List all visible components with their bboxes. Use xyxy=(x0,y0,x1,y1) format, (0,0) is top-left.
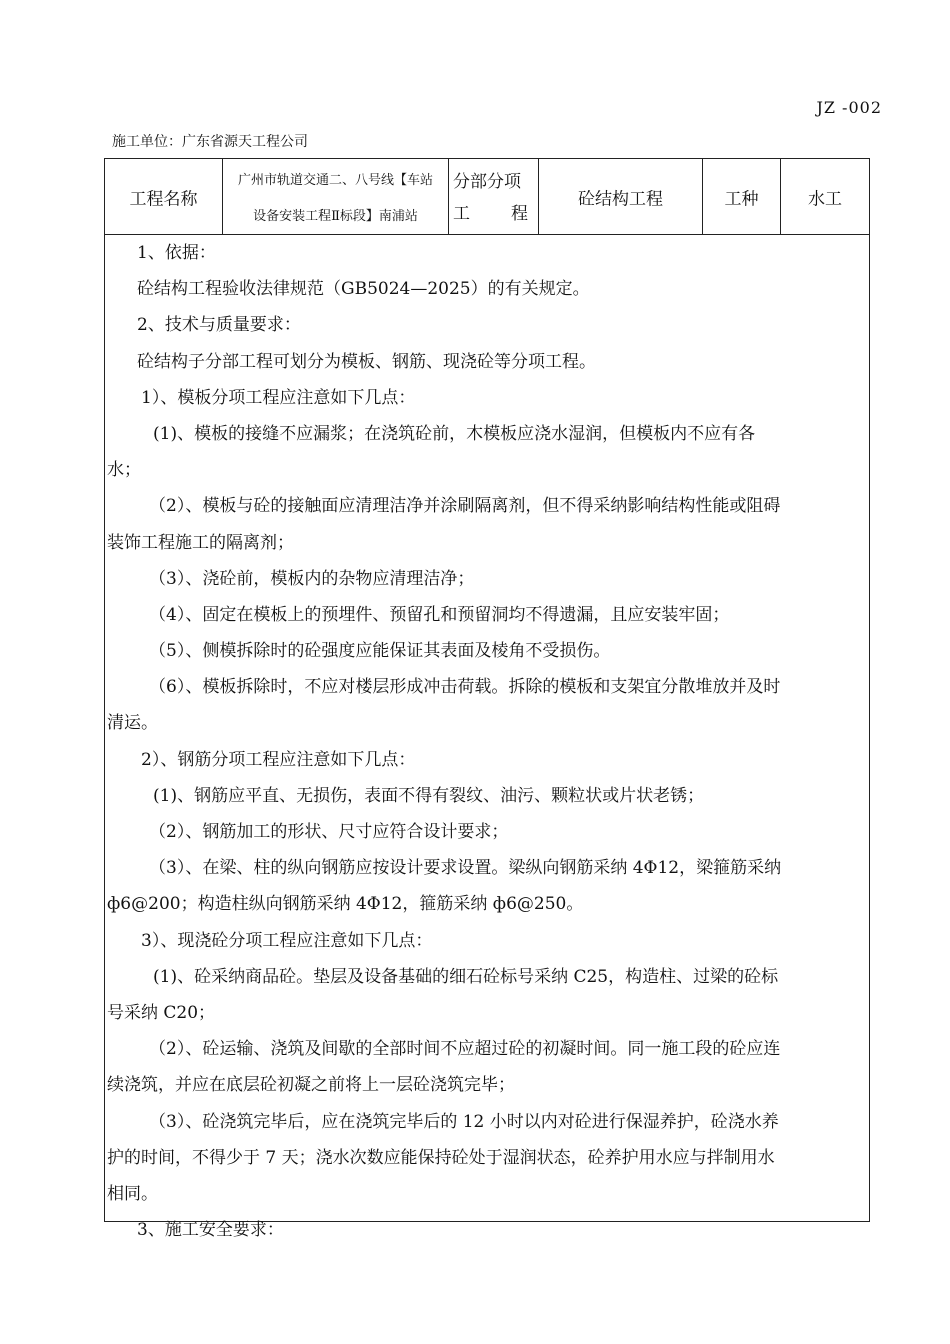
content-line: 水； xyxy=(107,460,141,481)
content-line: 清运。 xyxy=(107,713,158,734)
content-line: （4）、固定在模板上的预埋件、预留孔和预留洞均不得遗漏，且应安装牢固； xyxy=(149,604,730,625)
content-line: （2）、砼运输、浇筑及间歇的全部时间不应超过砼的初凝时间。同一施工段的砼应连 xyxy=(149,1039,781,1060)
content-line: （2）、模板与砼的接触面应清理洁净并涂刷隔离剂，但不得采纳影响结构性能或阻碍 xyxy=(149,496,781,517)
project-name-line-1: 广州市轨道交通二、八号线【车站 xyxy=(237,173,433,188)
content-line: （6）、模板拆除时，不应对楼层形成冲击荷载。拆除的模板和支架宜分散堆放并及时 xyxy=(149,677,781,698)
content-line: （3）、砼浇筑完毕后，应在浇筑完毕后的 12 小时以内对砼进行保湿养护，砼浇水养 xyxy=(149,1111,779,1132)
content-line: (1)、钢筋应平直、无损伤，表面不得有裂纹、油污、颗粒状或片状老锈； xyxy=(153,785,705,806)
division-label-line-1: 分部分项 xyxy=(453,172,521,192)
content-line: 相同。 xyxy=(107,1183,158,1204)
construction-unit xyxy=(112,131,308,151)
trade-value-cell xyxy=(781,159,869,234)
division-value: 砼结构工程 xyxy=(578,189,663,209)
division-value-cell xyxy=(539,159,703,234)
content-line: 3、施工安全要求： xyxy=(137,1220,284,1241)
content-line: ф6@200；构造柱纵向钢筋采纳 4Φ12，箍筋采纳 ф6@250。 xyxy=(107,894,584,915)
content-line: 号采纳 C20； xyxy=(107,1002,216,1023)
content-line: (1)、模板的接缝不应漏浆；在浇筑砼前，木模板应浇水湿润，但模板内不应有各 xyxy=(153,423,756,444)
trade-label-cell xyxy=(703,159,781,234)
content-line: （2）、钢筋加工的形状、尺寸应符合设计要求； xyxy=(149,822,509,842)
document-code: JZ -002 xyxy=(816,98,882,117)
construction-unit-label: 施工单位： xyxy=(112,134,182,150)
construction-unit-value: 广东省源天工程公司 xyxy=(182,134,308,150)
briefing-content xyxy=(105,235,869,1248)
content-line: 砼结构工程验收法律规范（GB5024—2025）的有关规定。 xyxy=(137,279,590,300)
content-line: 装饰工程施工的隔离剂； xyxy=(107,532,294,553)
division-label-char-a: 工 xyxy=(453,204,470,224)
content-line: 护的时间，不得少于 7 天；浇水次数应能保持砼处于湿润状态，砼养护用水应与拌制用水 xyxy=(107,1147,775,1168)
content-line: 2、技术与质量要求： xyxy=(137,315,301,336)
content-line: 续浇筑，并应在底层砼初凝之前将上一层砼浇筑完毕； xyxy=(107,1075,515,1096)
project-name-line-2: 设备安装工程Ⅱ标段】南浦站 xyxy=(253,209,418,224)
trade-value: 水工 xyxy=(808,189,842,209)
content-line: 砼结构子分部工程可划分为模板、钢筋、现浇砼等分项工程。 xyxy=(137,351,596,372)
content-line: 2）、钢筋分项工程应注意如下几点： xyxy=(141,749,416,770)
project-name-value-cell xyxy=(223,159,449,234)
table-header-row xyxy=(105,159,869,235)
content-line: 1）、模板分项工程应注意如下几点： xyxy=(141,387,416,408)
division-label-line-2 xyxy=(453,199,528,224)
technical-briefing-table xyxy=(104,158,870,1241)
division-label-char-b: 程 xyxy=(511,204,528,224)
content-line: (1)、砼采纳商品砼。垫层及设备基础的细石砼标号采纳 C25，构造柱、过梁的砼标 xyxy=(153,966,779,987)
trade-label: 工种 xyxy=(724,189,759,209)
content-line: （5）、侧模拆除时的砼强度应能保证其表面及棱角不受损伤。 xyxy=(149,641,611,662)
content-line: 3）、现浇砼分项工程应注意如下几点： xyxy=(141,930,433,951)
content-line: （3）、浇砼前，模板内的杂物应清理洁净； xyxy=(149,568,475,589)
division-label-cell xyxy=(449,159,539,234)
content-line: （3）、在梁、柱的纵向钢筋应按设计要求设置。梁纵向钢筋采纳 4Φ12，梁箍筋采纳 xyxy=(149,858,782,879)
project-name-label-cell xyxy=(105,159,223,234)
project-name-label: 工程名称 xyxy=(129,189,198,209)
content-line: 1、依据： xyxy=(137,243,216,263)
